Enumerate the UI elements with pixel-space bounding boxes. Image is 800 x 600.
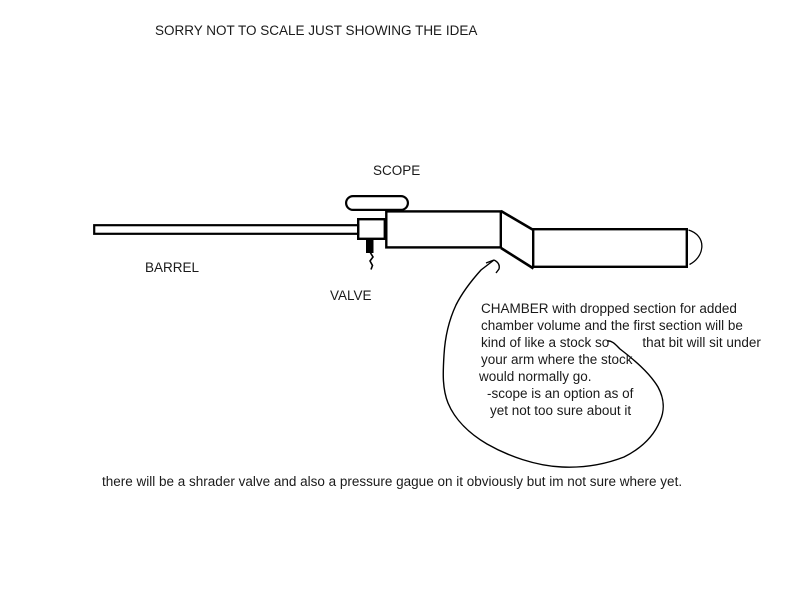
page-title: SORRY NOT TO SCALE JUST SHOWING THE IDEA bbox=[155, 23, 478, 38]
receiver-outline bbox=[386, 211, 501, 247]
dropped-section-top-line bbox=[501, 211, 533, 230]
chamber-note-line3-left: kind of like a stock so bbox=[481, 335, 610, 350]
valve-body-outline bbox=[358, 219, 385, 239]
chamber-note-line bbox=[481, 334, 781, 351]
scope-outline bbox=[346, 196, 408, 210]
chamber-note-line: chamber volume and the first section will be bbox=[481, 318, 743, 333]
chamber-note-line: yet not too sure about it bbox=[490, 403, 632, 418]
valve-stem-tail bbox=[370, 252, 373, 270]
valve-stem bbox=[366, 239, 374, 253]
chamber-outline bbox=[533, 229, 687, 267]
footnote: there will be a shrader valve and also a pressure gague on it obviously but im not sure where yet. bbox=[102, 474, 683, 489]
barrel-outline bbox=[94, 225, 358, 234]
scope-label: SCOPE bbox=[373, 163, 421, 178]
dropped-section-bottom-line bbox=[501, 248, 534, 269]
chamber-note-line: your arm where the stock bbox=[481, 352, 633, 367]
chamber-note bbox=[481, 300, 781, 419]
arrowhead bbox=[486, 260, 499, 273]
chamber-note-line: would normally go. bbox=[479, 369, 592, 384]
barrel-label: BARREL bbox=[145, 260, 200, 275]
valve-label: VALVE bbox=[330, 288, 372, 303]
chamber-end-cap bbox=[689, 230, 702, 265]
chamber-note-line: -scope is an option as of bbox=[487, 386, 634, 401]
chamber-note-line: CHAMBER with dropped section for added bbox=[481, 301, 737, 316]
chamber-note-line3-right: that bit will sit under bbox=[642, 335, 761, 350]
